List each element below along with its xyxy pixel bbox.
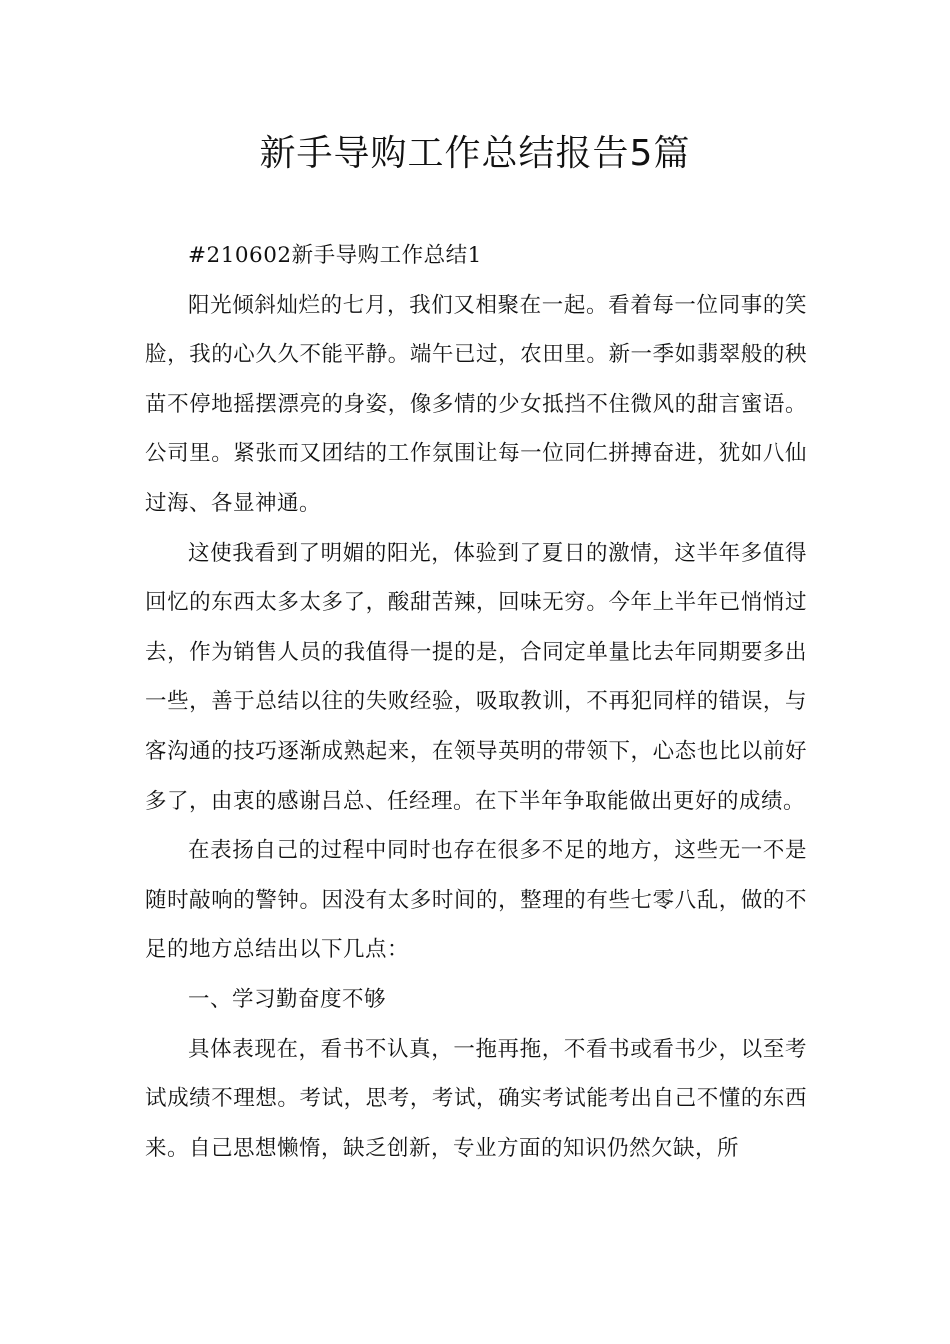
document-body: [145, 231, 807, 1173]
paragraph: 在表扬自己的过程中同时也存在很多不足的地方，这些无一不是随时敲响的警钟。因没有太多时间的，整理的有些七零八乱，做的不足的地方总结出以下几点：: [145, 838, 807, 963]
list-heading: 一、学习勤奋度不够: [188, 986, 387, 1012]
document-title: 新手导购工作总结报告5篇: [259, 133, 691, 174]
paragraph: 这使我看到了明媚的阳光，体验到了夏日的激情，这半年多值得回忆的东西太多太多了，酸甜苦辣，回味无穷。今年上半年已悄悄过去，作为销售人员的我值得一提的是，合同定单量比去年同期要多出一些，善于总结以往的失败经验，吸取教训，不再犯同样的错误，与客沟通的技巧逐渐成熟起来，在领导英明的带领下，心态也比以前好多了，由衷的感谢吕总、任经理。在下半年争取能做出更好的成绩。: [145, 540, 807, 814]
paragraph: 具体表现在，看书不认真，一拖再拖，不看书或看书少，以至考试成绩不理想。考试，思考，考试，确实考试能考出自己不懂的东西来。自己思想懒惰，缺乏创新，专业方面的知识仍然欠缺，所: [145, 1036, 807, 1161]
paragraph: 阳光倾斜灿烂的七月，我们又相聚在一起。看着每一位同事的笑脸，我的心久久不能平静。端午已过，农田里。新一季如翡翠般的秧苗不停地摇摆漂亮的身姿，像多情的少女抵挡不住微风的甜言蜜语。公司里。紧张而又团结的工作氛围让每一位同仁拼搏奋进，犹如八仙过海、各显神通。: [145, 292, 807, 516]
section-heading: #210602新手导购工作总结1: [188, 243, 482, 268]
